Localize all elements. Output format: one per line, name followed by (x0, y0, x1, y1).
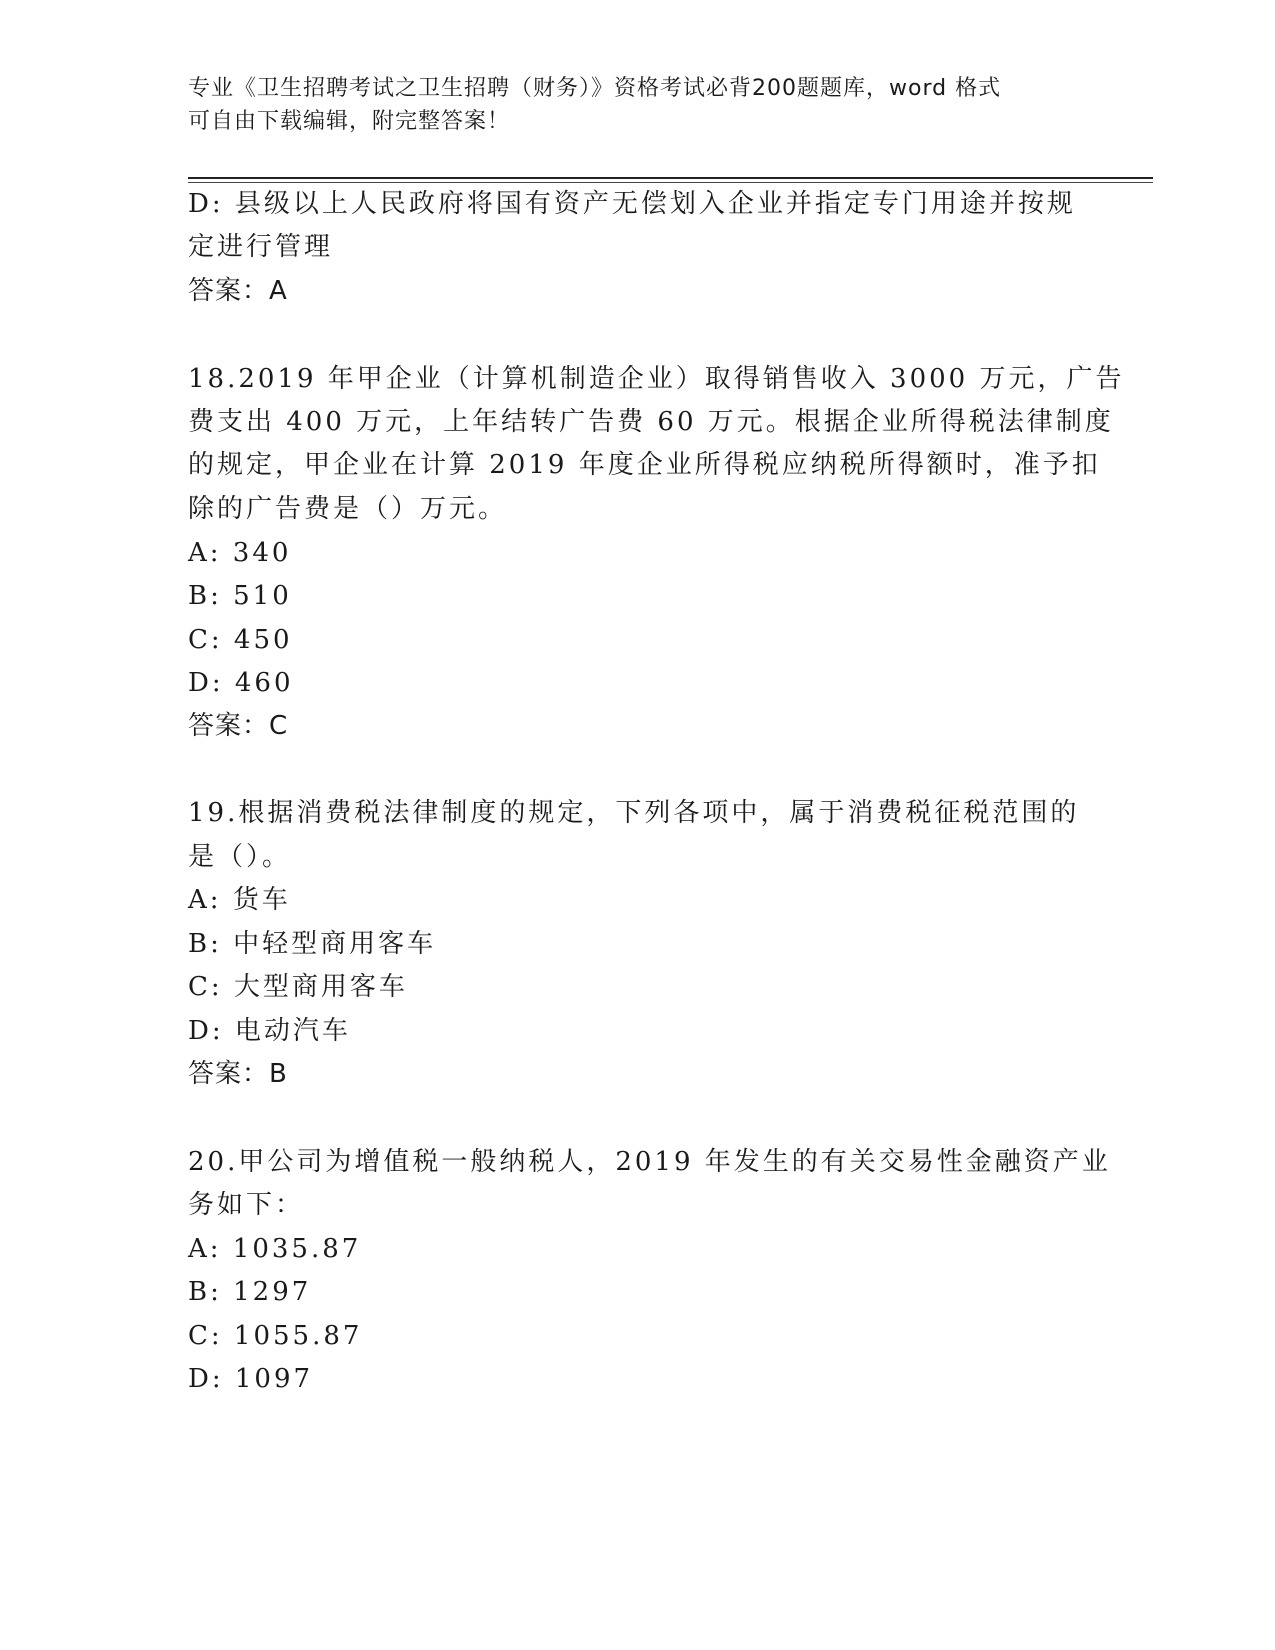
q19-option-a: A: 货车 (188, 885, 291, 915)
q18-option-b: B: 510 (188, 581, 292, 611)
q19-option-c: C: 大型商用客车 (188, 972, 408, 1002)
q18-answer: 答案：C (188, 711, 289, 741)
q20-option-b: B: 1297 (188, 1277, 312, 1307)
header-divider-thin (188, 182, 1153, 183)
q18-stem-line-3: 的规定，甲企业在计算 2019 年度企业所得税应纳税所得额时，准予扣 (188, 450, 1101, 480)
header-title-line-1: 专业《卫生招聘考试之卫生招聘（财务）》资格考试必背200题题库，word 格式 (188, 76, 1002, 101)
prev-option-d-line-1: D: 县级以上人民政府将国有资产无偿划入企业并指定专门用途并按规 (188, 189, 1076, 219)
q19-stem-line-2: 是（）。 (188, 842, 292, 872)
q19-answer: 答案：B (188, 1059, 288, 1089)
q20-option-d: D: 1097 (188, 1364, 314, 1394)
header-divider-thick (188, 177, 1153, 179)
q19-option-b: B: 中轻型商用客车 (188, 929, 437, 959)
q20-option-c: C: 1055.87 (188, 1321, 363, 1351)
q18-option-a: A: 340 (188, 538, 292, 568)
q20-option-a: A: 1035.87 (188, 1234, 362, 1264)
header-title-line-2: 可自由下载编辑，附完整答案！ (188, 109, 511, 134)
q19-option-d: D: 电动汽车 (188, 1016, 351, 1046)
q18-option-c: C: 450 (188, 625, 293, 655)
document-header (188, 72, 1088, 138)
q18-option-d: D: 460 (188, 668, 294, 698)
q18-stem-line-4: 除的广告费是（）万元。 (188, 494, 508, 524)
prev-option-d-line-2: 定进行管理 (188, 232, 334, 262)
q20-stem-line-1: 20.甲公司为增值税一般纳税人，2019 年发生的有关交易性金融资产业 (188, 1147, 1111, 1177)
q18-stem-line-2: 费支出 400 万元，上年结转广告费 60 万元。根据企业所得税法律制度 (188, 407, 1114, 437)
q18-stem-line-1: 18.2019 年甲企业（计算机制造企业）取得销售收入 3000 万元，广告 (188, 364, 1125, 394)
prev-answer: 答案：A (188, 276, 288, 306)
q20-stem-line-2: 务如下： (188, 1190, 305, 1220)
q19-stem-line-1: 19.根据消费税法律制度的规定，下列各项中，属于消费税征税范围的 (188, 798, 1080, 828)
